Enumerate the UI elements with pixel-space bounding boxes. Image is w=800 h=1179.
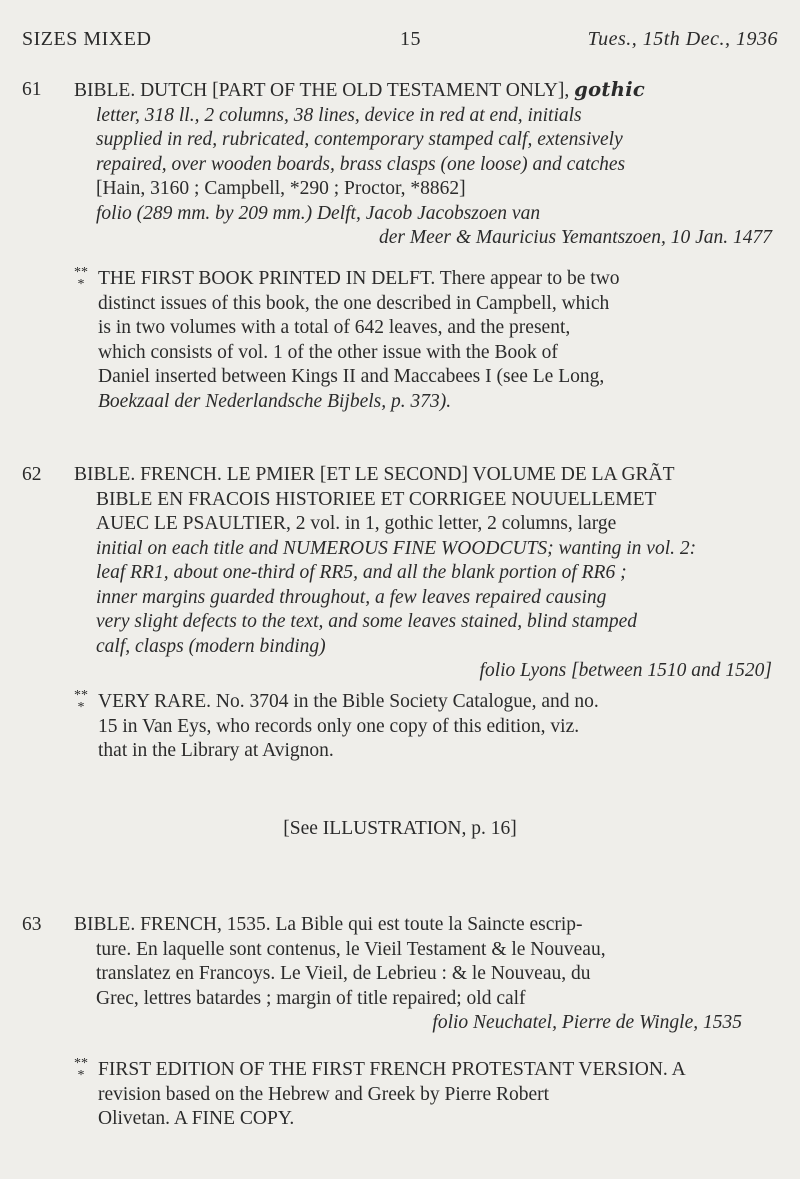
asterism-ornament: ** * (74, 688, 88, 715)
lot-title-line: BIBLE. FRENCH, 1535. La Bible qui est toute la Saincte escrip- (74, 914, 583, 935)
lot-description (74, 463, 782, 684)
lot-title-line: BIBLE. DUTCH [PART OF THE OLD TESTAMENT ONLY], gothic (74, 78, 646, 101)
note-line: Boekzaal der Nederlandsche Bijbels, p. 373). (98, 390, 452, 412)
description-line: repaired, over wooden boards, brass clasps (one loose) and catches (96, 153, 626, 175)
lot-61 (22, 78, 782, 251)
note-line: Olivetan. A FINE COPY. (98, 1108, 295, 1129)
lot-number: 63 (22, 914, 42, 935)
lot-title-line: BIBLE. FRENCH. LE PMIER [ET LE SECOND] VOLUME DE LA GRÃT (74, 464, 675, 485)
lot-61-note (22, 267, 782, 414)
lot-description (74, 78, 782, 251)
note-line: revision based on the Hebrew and Greek by Pierre Robert (98, 1083, 550, 1105)
imprint-line: folio Lyons [between 1510 and 1520] (479, 660, 772, 681)
lot-63 (22, 913, 782, 1036)
note-line: 15 in Van Eys, who records only one copy of this edition, viz. (98, 715, 580, 737)
description-line: very slight defects to the text, and some leaves stained, blind stamped (96, 611, 638, 632)
lot-63-note (22, 1058, 782, 1132)
lot-description (74, 913, 782, 1036)
description-line: translatez en Francoys. Le Vieil, de Lebrieu : & le Nouveau, du (96, 963, 591, 984)
description-line: AUEC LE PSAULTIER, 2 vol. in 1, gothic letter, 2 columns, large (96, 513, 617, 534)
description-line: initial on each title and NUMEROUS FINE WOODCUTS; wanting in vol. 2: (96, 537, 697, 559)
imprint-line: folio Neuchatel, Pierre de Wingle, 1535 (432, 1012, 742, 1033)
lot-62-note (22, 690, 782, 764)
description-line: BIBLE EN FRACOIS HISTORIEE ET CORRIGEE NOUUELLEMET (96, 488, 657, 510)
description-line: supplied in red, rubricated, contemporary stamped calf, extensively (96, 129, 623, 150)
asterism-ornament: ** * (74, 265, 88, 292)
page-header (22, 28, 778, 58)
note-line: distinct issues of this book, the one described in Campbell, which (98, 292, 610, 314)
lot-number: 61 (22, 79, 42, 100)
description-line: leaf RR1, about one-third of RR5, and all the blank portion of RR6 ; (96, 562, 627, 583)
description-line: calf, clasps (modern binding) (96, 635, 326, 657)
imprint-line: der Meer & Mauricius Yemantszoen, 10 Jan. 1477 (378, 227, 772, 248)
note-line: FIRST EDITION OF THE FIRST FRENCH PROTESTANT VERSION. A (98, 1059, 686, 1080)
note-line: Daniel inserted between Kings II and Maccabees I (see Le Long, (98, 366, 605, 387)
description-line: ture. En laquelle sont contenus, le Vieil Testament & le Nouveau, (96, 938, 606, 960)
header-section-title: SIZES MIXED (22, 28, 152, 50)
description-line: letter, 318 ll., 2 columns, 38 lines, device in red at end, initials (96, 104, 582, 126)
asterism-ornament: ** * (74, 1056, 88, 1083)
note-line: VERY RARE. No. 3704 in the Bible Society Catalogue, and no. (98, 691, 599, 712)
note-line: which consists of vol. 1 of the other issue with the Book of (98, 341, 558, 363)
note-line: THE FIRST BOOK PRINTED IN DELFT. There appear to be two (98, 268, 620, 289)
description-line: inner margins guarded throughout, a few leaves repaired causing (96, 586, 607, 608)
note-line: is in two volumes with a total of 642 leaves, and the present, (98, 317, 571, 338)
references-line: [Hain, 3160 ; Campbell, *290 ; Proctor, *8862] (96, 178, 466, 199)
page-number: 15 (400, 28, 421, 50)
sale-date: Tues., 15th Dec., 1936 (587, 28, 778, 50)
lot-number: 62 (22, 464, 42, 485)
note-line: that in the Library at Avignon. (98, 740, 334, 761)
see-illustration-reference: [See ILLUSTRATION, p. 16] (283, 818, 517, 839)
imprint-line: folio (289 mm. by 209 mm.) Delft, Jacob Jacobszoen van (96, 202, 541, 224)
lot-62 (22, 463, 782, 684)
description-line: Grec, lettres batardes ; margin of title repaired; old calf (96, 987, 526, 1009)
